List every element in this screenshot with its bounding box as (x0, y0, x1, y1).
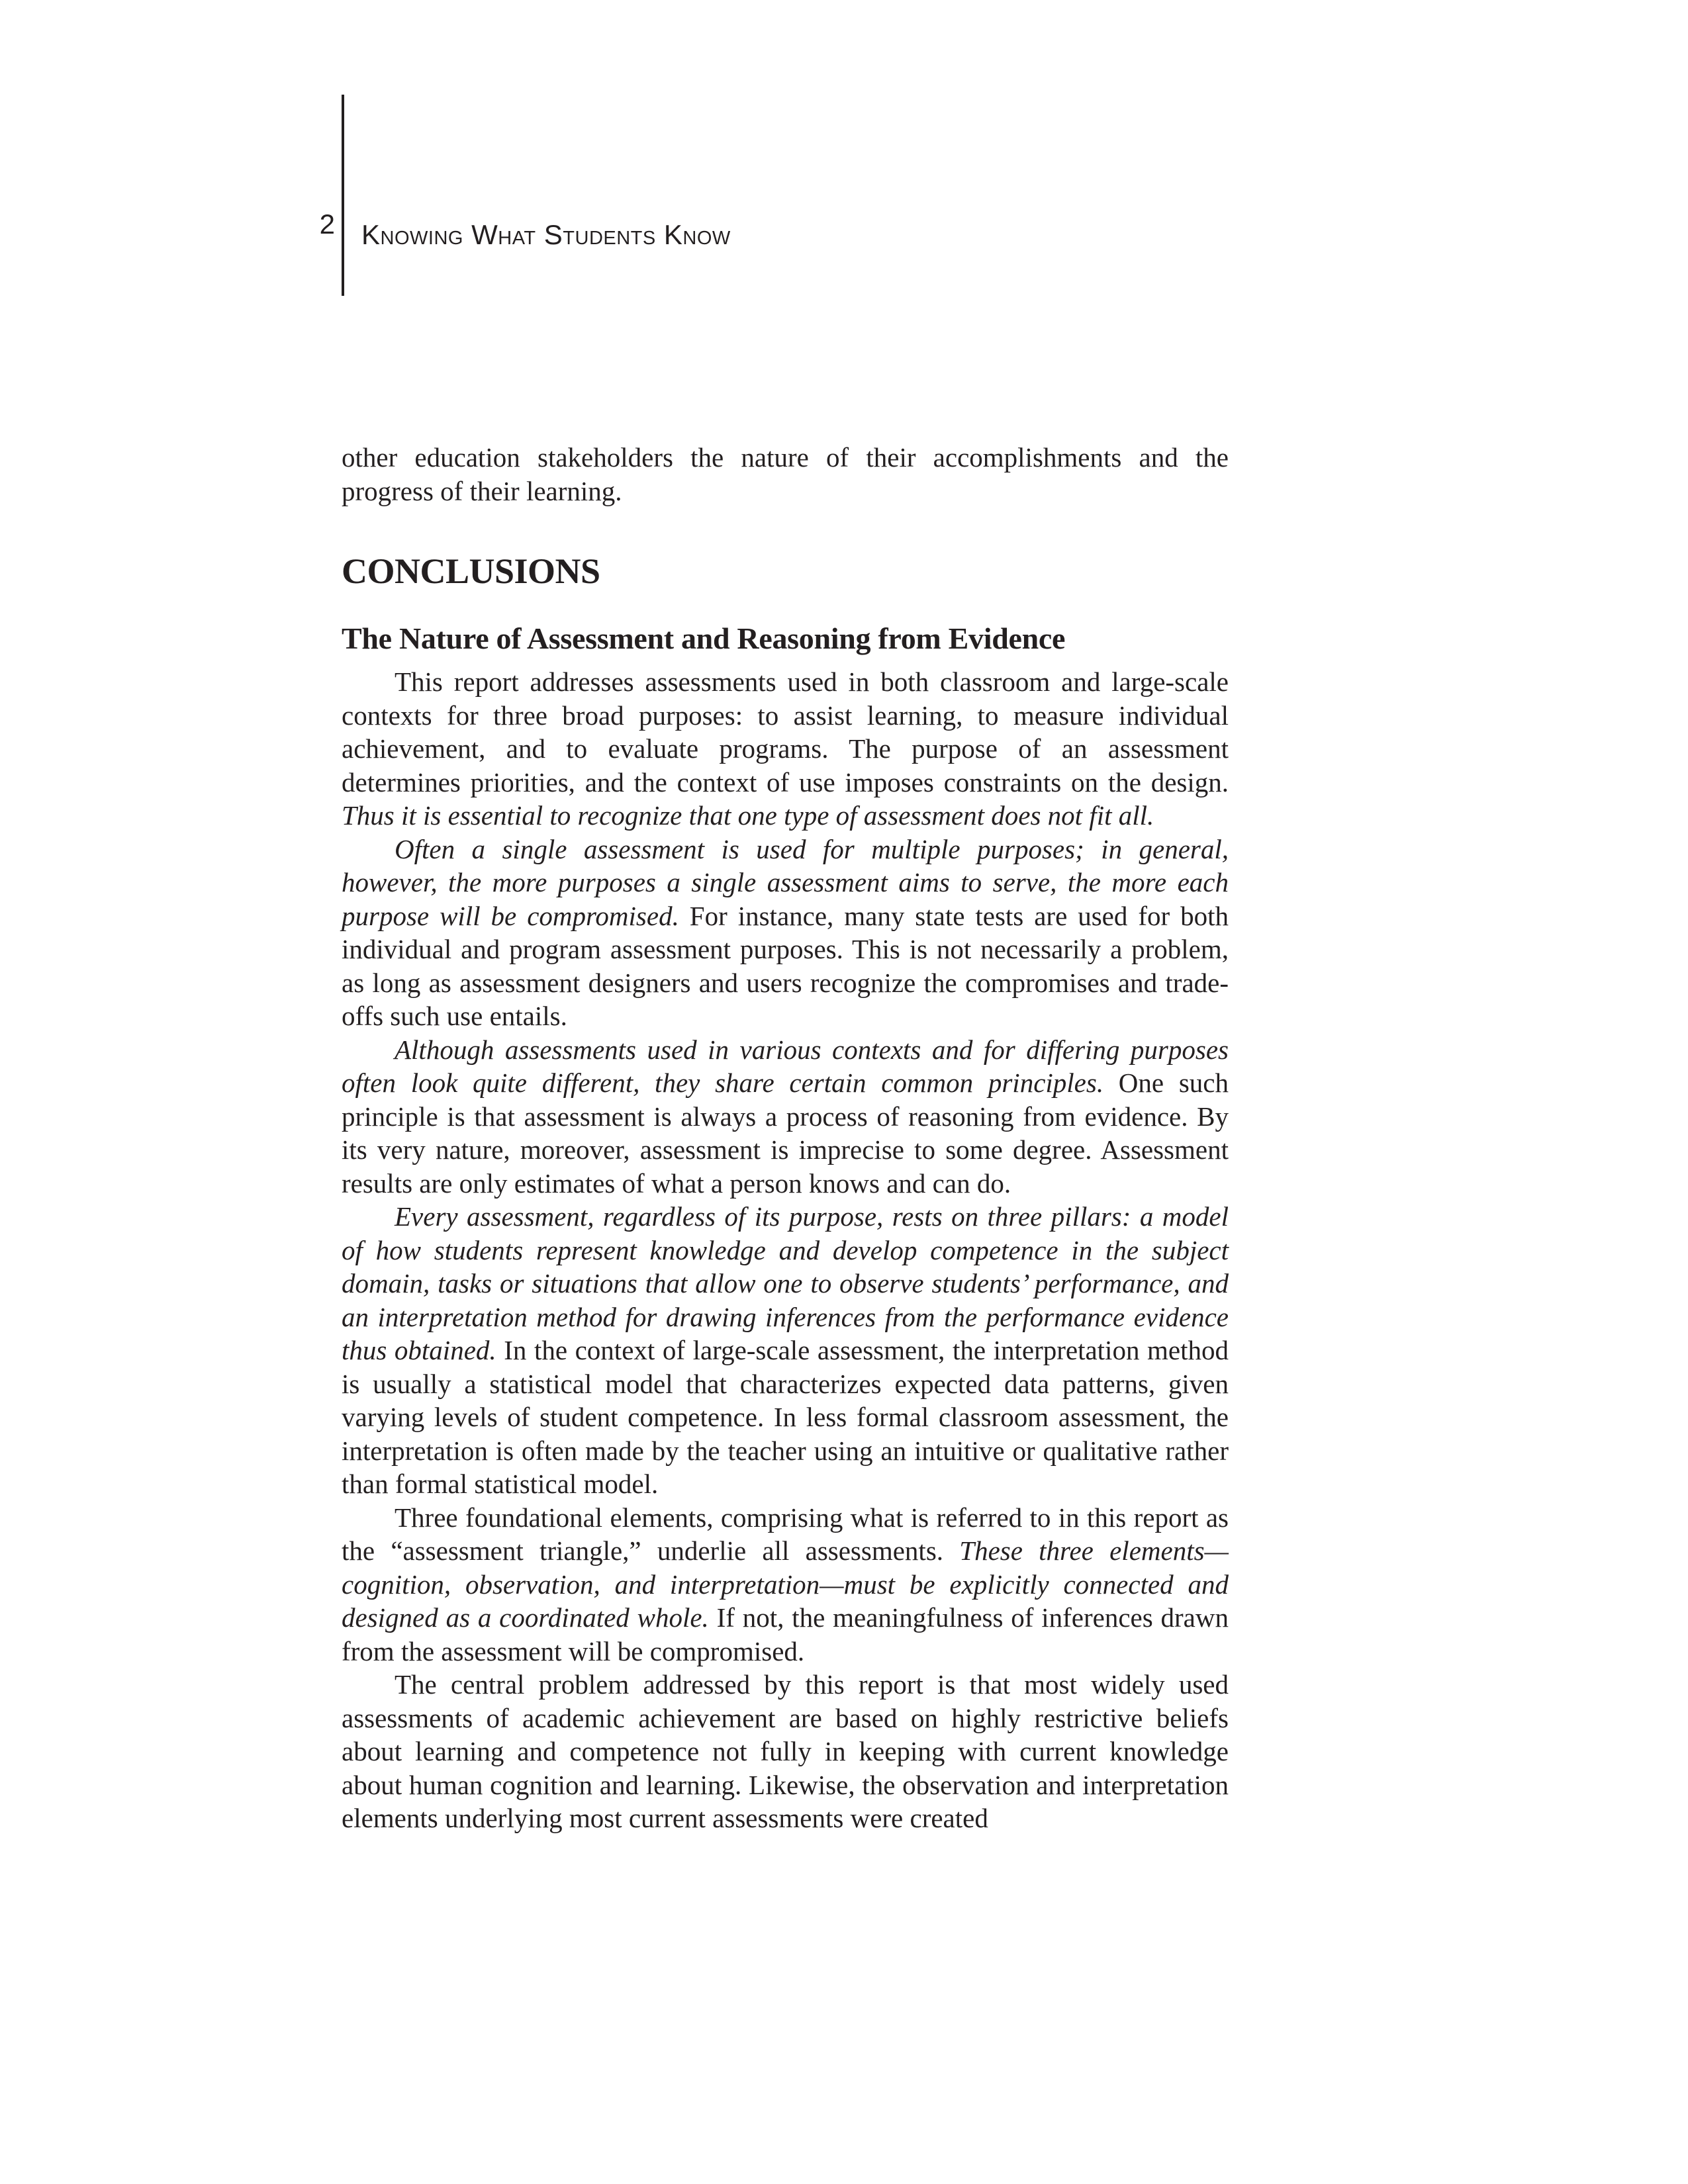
paragraph-italic-text: Thus it is essential to recognize that one type of assessment does not fit all. (342, 800, 1154, 831)
running-header (0, 0, 1688, 304)
section-heading: CONCLUSIONS (342, 551, 600, 591)
paragraph-lead-text: Three foundational elements, comprising what is referred to in this report as the “assessment triangle,” underlie all assessments. (342, 1502, 1229, 1566)
paragraph-trailing-text: In the context of large-scale assessment, the interpretation method is usually a statistical model that characterizes expected data patterns, given varying levels of student competence. In less formal classroom assessment, the interpretation is often made by the teacher using an intuitive or qualitative rather than formal statistical model. (342, 1335, 1229, 1499)
paragraph-assessment-triangle (342, 1501, 1229, 1668)
page-number: 2 (319, 208, 335, 240)
paragraph-purposes (342, 665, 1229, 833)
body-text (342, 441, 1229, 1835)
running-title: Knowing What Students Know (361, 219, 731, 250)
paragraph-italic-text: Often a single assessment is used for multiple purposes; in general, however, the more purposes a single assessment aims to serve, the more each purpose will be compromised. (342, 833, 1229, 931)
paragraph-italic-text: Every assessment, regardless of its purpose, rests on three pillars: a model of how students represent knowledge and develop competence in the subject domain, tasks or situations that allow one to observe students’ performance, and an interpretation method for drawing inferences from the performance evidence thus obtained. (342, 1201, 1229, 1365)
paragraph-lead-text: The central problem addressed by this report is that most widely used assessments of academic achievement are based on highly restrictive beliefs about learning and competence not fully in keeping with current knowledge about human cognition and learning. Likewise, the observation and interpretation elements underlying most current assessments were created (342, 1669, 1229, 1833)
paragraph-italic-text: Although assessments used in various contexts and for differing purposes often look quite different, they share certain common principles. (342, 1034, 1229, 1098)
paragraph-italic-text: These three elements—cognition, observation, and interpretation—must be explicitly connected and designed as a coordinated whole. (342, 1535, 1229, 1633)
paragraph-multiple-purposes (342, 833, 1229, 1033)
intro-paragraph: other education stakeholders the nature of their accomplishments and the progress of their learning. (342, 442, 1229, 506)
paragraph-central-problem (342, 1668, 1229, 1835)
paragraph-common-principles (342, 1033, 1229, 1201)
paragraph-trailing-text: If not, the meaningfulness of inferences drawn from the assessment will be compromised. (342, 1602, 1229, 1666)
paragraph-trailing-text: One such principle is that assessment is always a process of reasoning from evidence. By its very nature, moreover, assessment is imprecise to some degree. Assessment results are only estimates of what a person knows and can do. (342, 1068, 1229, 1199)
paragraph-three-pillars (342, 1200, 1229, 1501)
paragraph-lead-text: This report addresses assessments used in both classroom and large-scale contexts for three broad purposes: to assist learning, to measure individual achievement, and to evaluate programs. The purpose of an assessment determines priorities, and the context of use imposes constraints on the design. (342, 666, 1229, 797)
paragraph-trailing-text: For instance, many state tests are used for both individual and program assessment purposes. This is not necessarily a problem, as long as assessment designers and users recognize the compromises and trade-offs such use entails. (342, 900, 1229, 1031)
header-vertical-rule (342, 95, 344, 296)
subsection-heading: The Nature of Assessment and Reasoning from Evidence (342, 621, 1066, 655)
